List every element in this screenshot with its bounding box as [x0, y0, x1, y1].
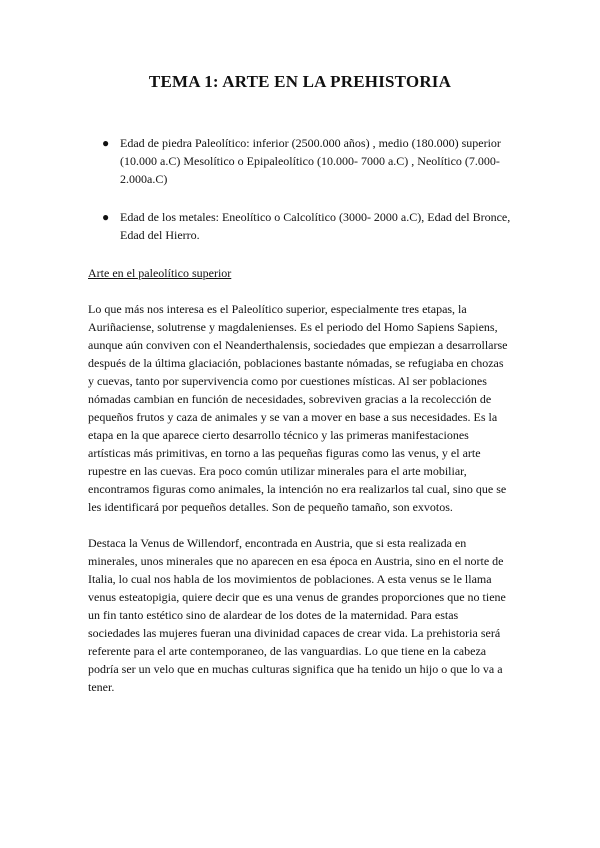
page-title: TEMA 1: ARTE EN LA PREHISTORIA: [148, 72, 452, 91]
list-item-text: Edad de los metales: Eneolítico o Calcolítico (3000- 2000 a.C), Edad del Bronce, Edad del Hierro.: [120, 210, 511, 242]
section-heading: Arte en el paleolítico superior: [88, 266, 232, 280]
body-paragraph: Lo que más nos interesa es el Paleolítico superior, especialmente tres etapas, la Auriñaciense, solutrense y magdalenienses. Es el periodo del Homo Sapiens Sapiens, aunque aún conviven con el Neanderthalensis, sociedades que empiezan a desarrollarse después de la última glaciación, poblaciones bastante nómadas, se refugiaba en chozas y cuevas, tanto por supervivencia como por cuestiones místicas. Al ser poblaciones nómadas cambian en función de necesidades, sobreviven gracias a la recolección de pequeños frutos y caza de animales y se van a mover en base a sus necesidades. Es la etapa en la que aparece cierto desarrollo técnico y las primeras manifestaciones artísticas más primitivas, en torno a las pequeñas figuras como las venus, y el arte rupestre en las cuevas. Era poco común utilizar minerales para el arte mobiliar, encontramos figuras como animales, la intención no era realizarlos tal cual, sino que se les identificará por pequeños detalles. Son de pequeño tamaño, son exvotos.: [88, 302, 508, 514]
bullet-icon: ●: [102, 136, 110, 150]
list-item: [88, 134, 512, 188]
list-item-text: Edad de piedra Paleolítico: inferior (2500.000 años) , medio (180.000) superior (10.000 a.C) Mesolítico o Epipaleolítico (10.000- 7000 a.C) , Neolítico (7.000-2.000a.C): [120, 136, 501, 186]
bullet-icon: ●: [102, 210, 110, 224]
list-item: [88, 208, 512, 244]
period-list: [88, 134, 512, 244]
body-paragraph: Destaca la Venus de Willendorf, encontrada en Austria, que si esta realizada en minerales, unos minerales que no aparecen en esa época en Austria, sino en el norte de Italia, lo cual nos habla de los movimientos de poblaciones. A esta venus se le llama venus esteatopigia, quiere decir que es una venus de grandes proporciones que no tiene un fin tanto estético sino de alardear de los dotes de la maternidad. Para estas sociedades las mujeres fueran una divinidad capaces de crear vida. La prehistoria será referente para el arte contemporaneo, de las vanguardias. Lo que tiene en la cabeza podría ser un velo que en muchas culturas significa que ha tenido un hijo o que lo va a tener.: [88, 536, 506, 694]
